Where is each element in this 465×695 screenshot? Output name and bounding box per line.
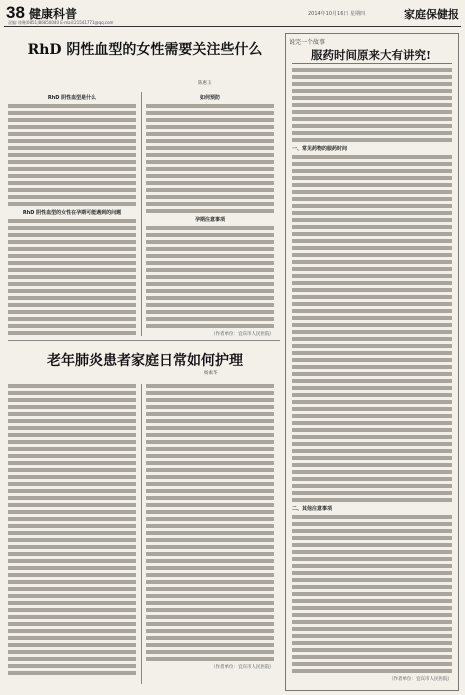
article1-subhead: 如何预防 — [199, 95, 220, 101]
page-header — [4, 2, 461, 26]
header-rule — [4, 26, 461, 27]
article1-byline: 陈惠玉 — [198, 81, 212, 86]
article-divider — [8, 340, 280, 341]
article2-column-right — [146, 384, 274, 684]
section-name: 健康科普 — [29, 7, 78, 21]
article3-body — [292, 68, 452, 684]
column-divider — [141, 384, 142, 684]
article1-signature: （作者单位：宜宾市人民医院） — [211, 332, 274, 336]
article2-title: 老年肺炎患者家庭日常如何护理 — [47, 353, 243, 369]
article1-subhead: RhD 阴性血型是什么 — [47, 95, 97, 101]
page-number: 38 — [6, 3, 25, 22]
article1-column-left — [8, 92, 136, 336]
article2-byline: 杨素华 — [204, 371, 218, 376]
article3-title: 服药时间原来大有讲究! — [310, 48, 432, 62]
article1-title: RhD 阴性血型的女性需要关注些什么 — [27, 42, 263, 58]
article3-kicker: 说完一个故事 — [289, 39, 326, 46]
article3-subhead: 一、常见药物的服药时间 — [292, 146, 348, 152]
article3-subhead: 二、其他注意事项 — [292, 506, 333, 512]
title-rule — [292, 63, 452, 64]
article3-signature: （作者单位：宜宾市人民医院） — [389, 677, 452, 682]
article2-signature: （作者单位：宜宾市人民医院） — [211, 665, 274, 670]
newspaper-brand: 家庭保健报 — [404, 8, 459, 21]
article1-subhead: RhD 阴性血型的女性在孕期可能遇到的问题 — [22, 210, 122, 216]
article1-column-right — [146, 92, 274, 336]
issue-date: 2014年10月16日 星期四 — [307, 11, 365, 17]
article1-subhead: 孕期注意事项 — [194, 217, 225, 223]
article2-column-left — [8, 384, 136, 684]
editor-contact: 责编:刘俐(0851)86650040 E-mail:21541771@qq.com — [8, 20, 114, 25]
column-divider — [141, 92, 142, 336]
